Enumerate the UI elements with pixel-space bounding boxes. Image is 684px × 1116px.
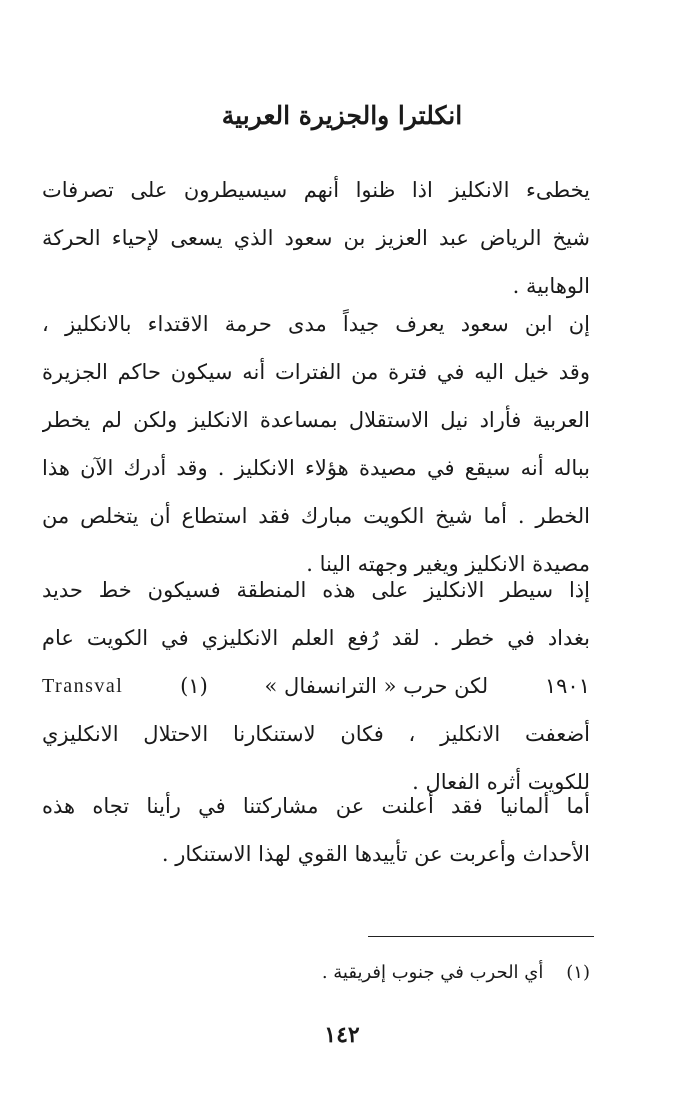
text-line: وقد خيل اليه في فترة من الفترات أنه سيكون حاكم الجزيرة bbox=[42, 360, 590, 384]
text-line: أما ألمانيا فقد أعلنت عن مشاركتنا في رأينا تجاه هذه bbox=[42, 794, 590, 818]
page-title: انكلترا والجزيرة العربية bbox=[221, 101, 463, 130]
paragraph-2 bbox=[42, 300, 590, 588]
transvaal-line bbox=[42, 662, 590, 710]
text-line: بباله أنه سيقع في مصيدة هؤلاء الانكليز . وقد أدرك الآن هذا bbox=[42, 456, 590, 480]
paragraph-3 bbox=[42, 566, 590, 806]
text-line: الأحداث وأعربت عن تأييدها القوي لهذا الاستنكار . bbox=[161, 842, 590, 866]
text-line: مصيدة الانكليز ويغير وجهته الينا . bbox=[306, 552, 590, 576]
text-line: شيخ الرياض عبد العزيز بن سعود الذي يسعى لإحياء الحركة bbox=[42, 226, 590, 250]
year-1901: ١٩٠١ bbox=[544, 674, 590, 698]
text-line: أضعفت الانكليز ، فكان لاستنكارنا الاحتلال الانكليزي bbox=[42, 722, 590, 746]
footnote-divider bbox=[368, 936, 594, 937]
text-line: الوهابية . bbox=[512, 274, 590, 298]
text-line: الخطر . أما شيخ الكويت مبارك فقد استطاع أن يتخلص من bbox=[42, 504, 590, 528]
footnote-marker: (١) bbox=[566, 962, 590, 983]
footnote bbox=[42, 958, 590, 988]
paragraph-4 bbox=[42, 782, 590, 878]
text-line: يخطىء الانكليز اذا ظنوا أنهم سيسيطرون على تصرفات bbox=[42, 178, 590, 202]
text-line: بغداد في خطر . لقد رُفع العلم الانكليزي في الكويت عام bbox=[42, 626, 590, 650]
paragraph-1 bbox=[42, 166, 590, 310]
text-line: إذا سيطر الانكليز على هذه المنطقة فسيكون خط حديد bbox=[42, 578, 590, 602]
transvaal-latin: Transval bbox=[42, 675, 124, 697]
text-line: للكويت أثره الفعال . bbox=[412, 770, 590, 794]
footnote-text: أي الحرب في جنوب إفريقية . bbox=[321, 962, 544, 983]
page-number: ١٤٢ bbox=[324, 1022, 360, 1048]
text-line: العربية فأراد نيل الاستقلال بمساعدة الانكليز ولكن لم يخطر bbox=[42, 408, 590, 432]
footnote-reference: (١) bbox=[180, 674, 208, 698]
transvaal-war-text: لكن حرب « الترانسفال » bbox=[264, 674, 489, 698]
text-line: إن ابن سعود يعرف جيداً مدى حرمة الاقتداء بالانكليز ، bbox=[42, 312, 590, 336]
